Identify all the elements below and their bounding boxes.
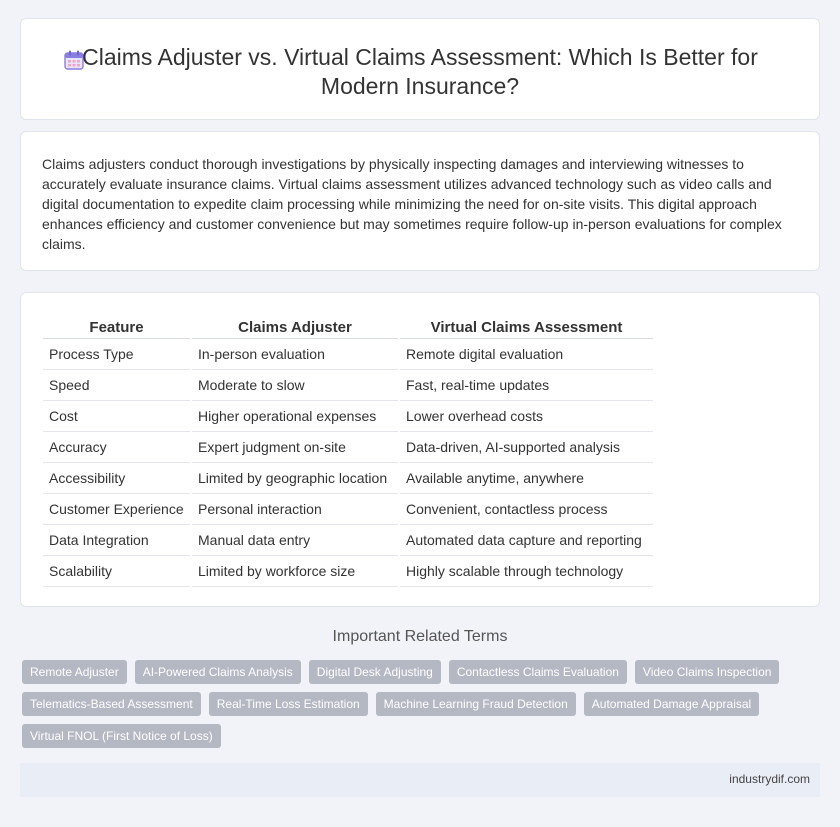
tag-remote-adjuster[interactable]: Remote Adjuster [22, 660, 127, 684]
table-cell: Limited by geographic location [191, 463, 399, 494]
table-cell: In-person evaluation [191, 339, 399, 370]
table-cell: Convenient, contactless process [399, 494, 653, 525]
tag-ai-powered-claims-analysis[interactable]: AI-Powered Claims Analysis [135, 660, 301, 684]
table-cell: Remote digital evaluation [399, 339, 653, 370]
footer-site-name: industrydif.com [729, 772, 810, 786]
comparison-card [20, 292, 820, 607]
table-row [43, 556, 653, 587]
page-title: Claims Adjuster vs. Virtual Claims Assessment: Which Is Better for Modern Insurance? [82, 44, 758, 99]
table-cell: Manual data entry [191, 525, 399, 556]
tag-virtual-fnol[interactable]: Virtual FNOL (First Notice of Loss) [22, 724, 221, 748]
table-cell: Available anytime, anywhere [399, 463, 653, 494]
table-header-row [43, 317, 653, 339]
column-header-virtual-assessment: Virtual Claims Assessment [399, 317, 653, 339]
table-cell: Highly scalable through technology [399, 556, 653, 587]
table-cell: Limited by workforce size [191, 556, 399, 587]
table-row [43, 432, 653, 463]
tag-machine-learning-fraud-detection[interactable]: Machine Learning Fraud Detection [376, 692, 576, 716]
table-cell: Lower overhead costs [399, 401, 653, 432]
table-cell: Higher operational expenses [191, 401, 399, 432]
table-cell: Moderate to slow [191, 370, 399, 401]
table-cell: Process Type [43, 339, 191, 370]
related-terms-list [22, 660, 802, 748]
column-header-claims-adjuster: Claims Adjuster [191, 317, 399, 339]
table-cell: Accessibility [43, 463, 191, 494]
tag-telematics-based-assessment[interactable]: Telematics-Based Assessment [22, 692, 201, 716]
intro-paragraph: Claims adjusters conduct thorough investigations by physically inspecting damages and interviewing witnesses to accurately evaluate insurance claims. Virtual claims assessment utilizes advanced technology such as video calls and digital documentation to expedite claim processing while minimizing the need for on-site visits. This digital approach enhances efficiency and customer convenience but may sometimes require follow-up in-person evaluations for complex claims. [42, 156, 782, 252]
table-cell: Expert judgment on-site [191, 432, 399, 463]
table-cell: Speed [43, 370, 191, 401]
table-cell: Cost [43, 401, 191, 432]
tag-video-claims-inspection[interactable]: Video Claims Inspection [635, 660, 780, 684]
intro-card [20, 131, 820, 271]
tag-digital-desk-adjusting[interactable]: Digital Desk Adjusting [309, 660, 441, 684]
table-cell: Automated data capture and reporting [399, 525, 653, 556]
column-header-feature: Feature [43, 317, 191, 339]
table-cell: Customer Experience [43, 494, 191, 525]
table-row [43, 370, 653, 401]
footer [20, 763, 820, 797]
table-row [43, 494, 653, 525]
comparison-table [43, 317, 653, 587]
table-row [43, 401, 653, 432]
related-terms-title: Important Related Terms [332, 628, 508, 645]
table-cell: Data-driven, AI-supported analysis [399, 432, 653, 463]
table-cell: Accuracy [43, 432, 191, 463]
tag-contactless-claims-evaluation[interactable]: Contactless Claims Evaluation [449, 660, 627, 684]
table-row [43, 463, 653, 494]
table-row [43, 525, 653, 556]
tag-automated-damage-appraisal[interactable]: Automated Damage Appraisal [584, 692, 759, 716]
tag-real-time-loss-estimation[interactable]: Real-Time Loss Estimation [209, 692, 368, 716]
table-row [43, 339, 653, 370]
table-cell: Personal interaction [191, 494, 399, 525]
table-cell: Fast, real-time updates [399, 370, 653, 401]
table-cell: Scalability [43, 556, 191, 587]
table-cell: Data Integration [43, 525, 191, 556]
header-card [20, 18, 820, 120]
